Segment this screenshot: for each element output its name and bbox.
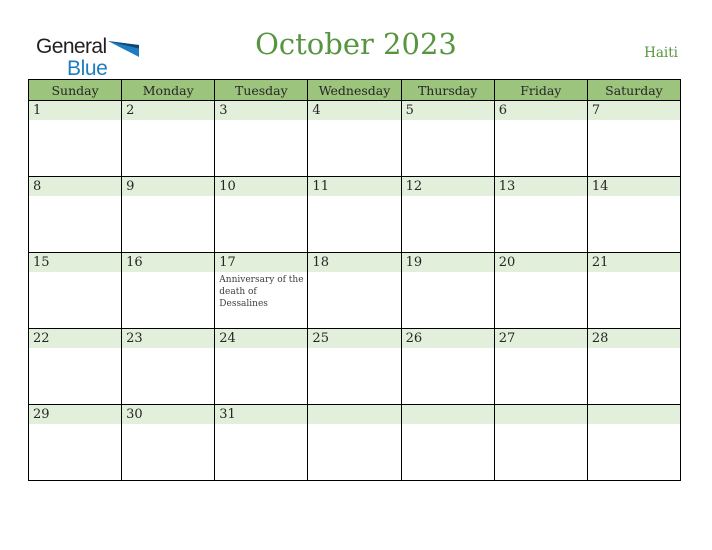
holiday-label — [29, 272, 121, 274]
logo-text-general: General — [36, 35, 107, 58]
date-number: 15 — [33, 255, 50, 270]
date-strip — [402, 253, 494, 272]
day-cell — [122, 253, 215, 329]
date-strip — [215, 101, 307, 120]
holiday-label — [29, 348, 121, 350]
day-cell — [401, 177, 494, 253]
date-number: 11 — [312, 179, 329, 194]
date-number: 14 — [591, 179, 609, 194]
date-number: 8 — [33, 179, 42, 194]
day-cell — [587, 101, 680, 177]
weekday-header-saturday: Saturday — [587, 80, 680, 101]
holiday-label — [122, 120, 214, 122]
date-number: 23 — [126, 331, 143, 346]
day-cell — [308, 253, 401, 329]
date-strip — [122, 253, 214, 272]
date-strip — [308, 405, 400, 424]
date-strip — [402, 405, 494, 424]
calendar-table — [28, 79, 681, 481]
weekday-header-row — [29, 80, 681, 101]
date-strip — [29, 405, 121, 424]
holiday-label — [495, 348, 587, 350]
holiday-label — [588, 424, 680, 426]
day-cell — [122, 101, 215, 177]
date-strip — [215, 253, 307, 272]
day-cell — [122, 329, 215, 405]
holiday-label — [308, 348, 400, 350]
date-strip — [308, 101, 400, 120]
date-number: 30 — [126, 407, 143, 422]
day-cell — [122, 177, 215, 253]
holiday-label — [308, 424, 400, 426]
date-number: 9 — [126, 179, 135, 194]
date-strip — [495, 177, 587, 196]
day-cell — [215, 329, 308, 405]
date-number: 29 — [33, 407, 50, 422]
day-cell — [494, 405, 587, 481]
day-cell — [29, 405, 122, 481]
date-number: 2 — [126, 103, 135, 118]
date-number: 25 — [312, 331, 329, 346]
holiday-label — [588, 272, 680, 274]
date-strip — [588, 101, 680, 120]
weekday-header-sunday: Sunday — [29, 80, 122, 101]
holiday-label — [29, 196, 121, 198]
date-strip — [588, 329, 680, 348]
date-number: 19 — [405, 255, 423, 270]
date-strip — [588, 177, 680, 196]
day-cell — [494, 101, 587, 177]
day-cell — [215, 405, 308, 481]
day-cell — [29, 253, 122, 329]
date-strip — [29, 101, 121, 120]
day-cell — [494, 177, 587, 253]
date-number: 1 — [33, 103, 42, 118]
holiday-label — [308, 196, 400, 198]
holiday-label — [308, 120, 400, 122]
date-number: 28 — [591, 331, 609, 346]
day-cell — [494, 253, 587, 329]
day-cell — [308, 329, 401, 405]
day-cell — [587, 253, 680, 329]
day-cell — [122, 405, 215, 481]
date-strip — [215, 177, 307, 196]
holiday-label — [588, 348, 680, 350]
day-cell — [308, 177, 401, 253]
date-number: 27 — [498, 331, 516, 346]
country-label: Haiti — [644, 45, 678, 61]
day-cell — [308, 405, 401, 481]
holiday-label: Anniversary of the death of Dessalines — [219, 275, 304, 310]
date-number: 7 — [591, 103, 601, 118]
date-strip — [495, 253, 587, 272]
date-strip — [122, 101, 214, 120]
date-strip — [122, 405, 214, 424]
holiday-label — [588, 196, 680, 198]
date-number: 26 — [405, 331, 423, 346]
date-number: 10 — [219, 179, 236, 194]
holiday-label — [402, 348, 494, 350]
day-cell — [587, 177, 680, 253]
date-strip — [495, 405, 587, 424]
date-strip — [29, 329, 121, 348]
date-number: 31 — [219, 407, 236, 422]
date-number: 6 — [498, 103, 507, 118]
date-number: 5 — [405, 103, 414, 118]
logo-text-blue: Blue — [67, 57, 108, 80]
date-strip — [308, 253, 400, 272]
date-number: 13 — [498, 179, 516, 194]
date-strip — [308, 329, 400, 348]
holiday-label — [215, 120, 307, 122]
holiday-label — [122, 272, 214, 274]
weekday-header-friday: Friday — [494, 80, 587, 101]
weekday-header-wednesday: Wednesday — [308, 80, 401, 101]
holiday-label — [215, 196, 307, 198]
week-row — [29, 405, 681, 481]
holiday-label — [29, 424, 121, 426]
date-strip — [588, 253, 680, 272]
date-number: 12 — [405, 179, 423, 194]
day-cell — [29, 101, 122, 177]
holiday-label — [122, 348, 214, 350]
date-number: 18 — [312, 255, 329, 270]
holiday-label — [215, 424, 307, 426]
weekday-header-tuesday: Tuesday — [215, 80, 308, 101]
date-strip — [122, 329, 214, 348]
day-cell — [587, 405, 680, 481]
date-strip — [215, 329, 307, 348]
date-number: 24 — [219, 331, 236, 346]
date-strip — [495, 329, 587, 348]
date-number: 3 — [219, 103, 228, 118]
date-strip — [215, 405, 307, 424]
week-row — [29, 101, 681, 177]
date-number: 22 — [33, 331, 50, 346]
date-number: 21 — [591, 255, 609, 270]
holiday-label — [495, 120, 587, 122]
holiday-label — [402, 272, 494, 274]
week-row — [29, 253, 681, 329]
day-cell — [401, 329, 494, 405]
holiday-label — [122, 196, 214, 198]
weekday-header-thursday: Thursday — [401, 80, 494, 101]
page-title: October 2023 — [255, 27, 457, 61]
holiday-label — [402, 120, 494, 122]
date-number: 20 — [498, 255, 516, 270]
holiday-label — [215, 348, 307, 350]
holiday-label — [29, 120, 121, 122]
day-cell — [401, 101, 494, 177]
day-cell — [587, 329, 680, 405]
day-cell — [494, 329, 587, 405]
holiday-label — [308, 272, 400, 274]
date-strip — [308, 177, 400, 196]
date-number: 4 — [312, 103, 321, 118]
holiday-label — [495, 272, 587, 274]
date-number: 17 — [219, 255, 236, 270]
week-row — [29, 329, 681, 405]
day-cell — [215, 253, 308, 329]
holiday-label — [402, 196, 494, 198]
day-cell — [308, 101, 401, 177]
holiday-label — [495, 196, 587, 198]
day-cell — [401, 405, 494, 481]
date-strip — [495, 101, 587, 120]
week-row — [29, 177, 681, 253]
day-cell — [215, 177, 308, 253]
date-strip — [588, 405, 680, 424]
day-cell — [29, 177, 122, 253]
day-cell — [215, 101, 308, 177]
day-cell — [29, 329, 122, 405]
day-cell — [401, 253, 494, 329]
holiday-label — [495, 424, 587, 426]
date-strip — [122, 177, 214, 196]
date-strip — [29, 253, 121, 272]
weekday-header-monday: Monday — [122, 80, 215, 101]
date-number: 16 — [126, 255, 143, 270]
date-strip — [402, 101, 494, 120]
holiday-label — [122, 424, 214, 426]
date-strip — [402, 329, 494, 348]
holiday-label — [402, 424, 494, 426]
date-strip — [29, 177, 121, 196]
date-strip — [402, 177, 494, 196]
holiday-label — [588, 120, 680, 122]
